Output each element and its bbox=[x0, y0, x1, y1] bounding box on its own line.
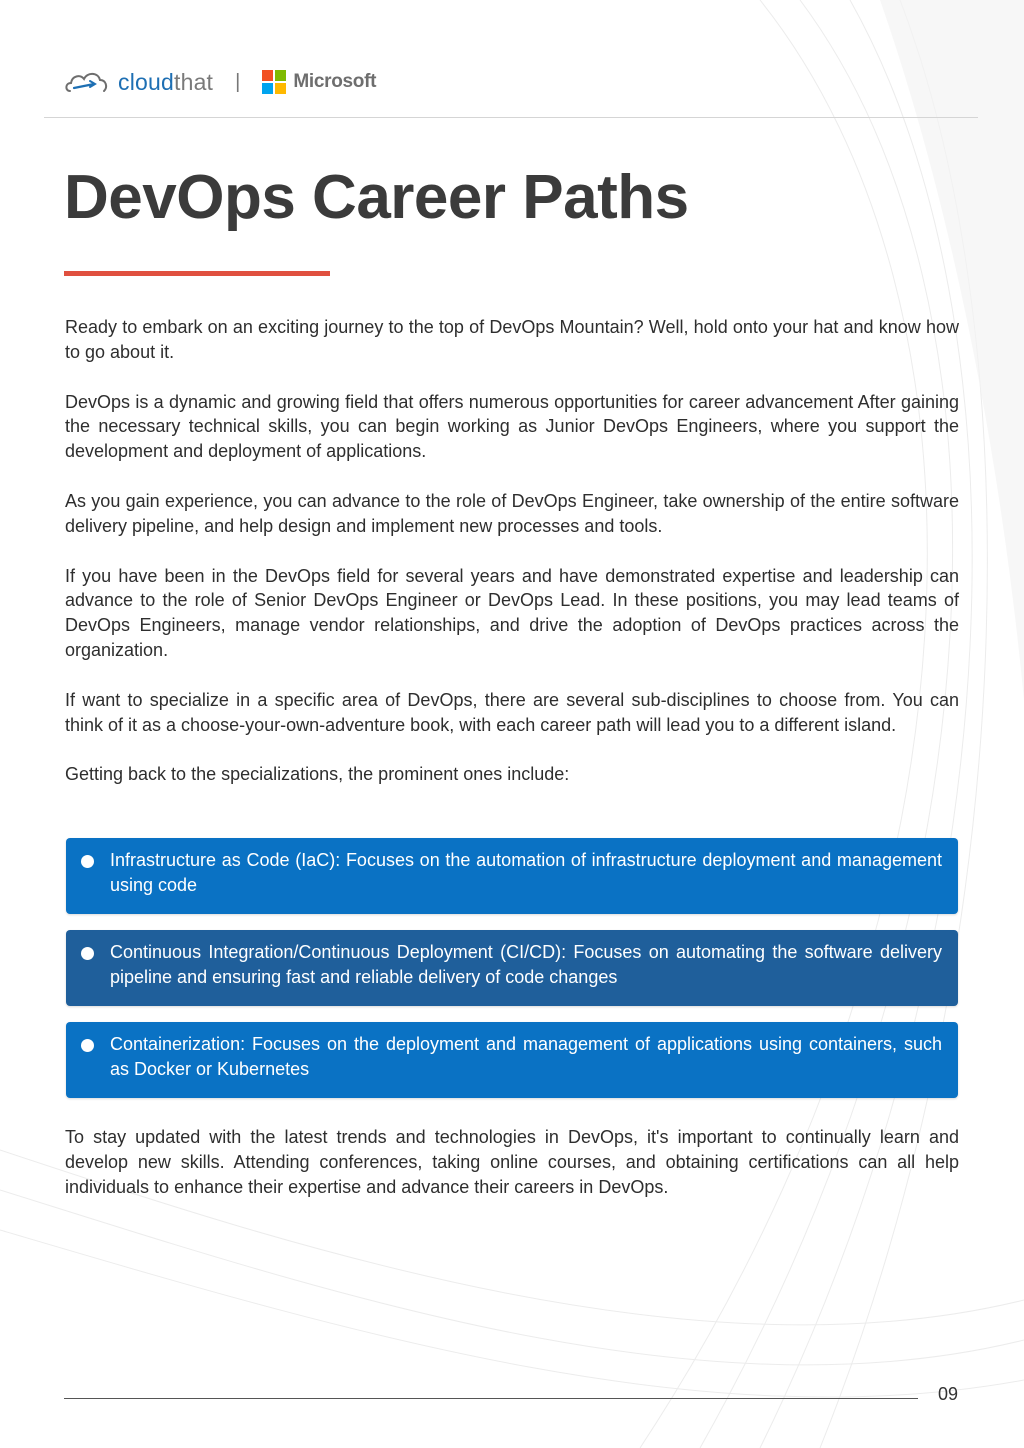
brand-cloud: cloud bbox=[118, 68, 174, 95]
brand-that: that bbox=[173, 68, 214, 95]
page-title: DevOps Career Paths bbox=[64, 163, 689, 232]
paragraph: If want to specialize in a specific area of DevOps, there are several sub-disciplines to choose from. You can think of it as a choose-your-own-adventure book, with each career path will lead you to a different island. bbox=[65, 689, 959, 735]
header-separator: | bbox=[235, 70, 241, 93]
specialization-card-cicd bbox=[66, 930, 958, 1006]
header bbox=[64, 62, 376, 102]
paragraph: Ready to embark on an exciting journey to the top of DevOps Mountain? Well, hold onto your hat and know how to go about it. bbox=[65, 317, 959, 362]
header-divider bbox=[44, 117, 978, 118]
specializations-list bbox=[66, 838, 958, 1114]
closing-paragraph: To stay updated with the latest trends and technologies in DevOps, it's important to continually learn and develop new skills. Attending conferences, taking online courses, and obtaining certifications can all help individuals to enhance their expertise and advance their careers in DevOps. bbox=[65, 1127, 959, 1197]
page-number: 09 bbox=[937, 1384, 958, 1404]
intro-text bbox=[65, 315, 959, 812]
bullet-icon bbox=[81, 947, 94, 960]
closing-text bbox=[65, 1125, 959, 1224]
paragraph: Getting back to the specializations, the prominent ones include: bbox=[65, 764, 570, 785]
bullet-icon bbox=[81, 1039, 94, 1052]
specialization-text: Continuous Integration/Continuous Deployment (CI/CD): Focuses on automating the software delivery pipeline and ensuring fast and reliable delivery of code changes bbox=[110, 942, 942, 987]
title-underline bbox=[64, 271, 330, 276]
bullet-icon bbox=[81, 855, 94, 868]
paragraph: DevOps is a dynamic and growing field that offers numerous opportunities for career advancement After gaining the necessary technical skills, you can begin working as Junior DevOps Engineers, where you support the development and deployment of applications. bbox=[65, 391, 959, 462]
microsoft-wordmark: Microsoft bbox=[293, 71, 377, 92]
microsoft-logo-icon bbox=[262, 70, 286, 94]
cloudthat-logo bbox=[64, 67, 213, 97]
specialization-text: Containerization: Focuses on the deployment and management of applications using containers, such as Docker or Kubernetes bbox=[110, 1034, 942, 1079]
specialization-card-containerization bbox=[66, 1022, 958, 1098]
paragraph: As you gain experience, you can advance to the role of DevOps Engineer, take ownership of the entire software delivery pipeline, and help design and implement new processes and tools. bbox=[65, 490, 959, 536]
paragraph: If you have been in the DevOps field for several years and have demonstrated expertise and leadership can advance to the role of Senior DevOps Engineer or DevOps Lead. In these positions, you may lead teams of DevOps Engineers, manage vendor relationships, and drive the adoption of DevOps practices across the organization. bbox=[65, 565, 959, 660]
specialization-card-iac bbox=[66, 838, 958, 914]
cloudthat-wordmark bbox=[118, 69, 213, 96]
cloud-icon bbox=[64, 67, 110, 97]
microsoft-logo bbox=[262, 70, 376, 94]
specialization-text: Infrastructure as Code (IaC): Focuses on the automation of infrastructure deployment and management using code bbox=[110, 850, 942, 895]
footer-divider bbox=[64, 1398, 918, 1399]
